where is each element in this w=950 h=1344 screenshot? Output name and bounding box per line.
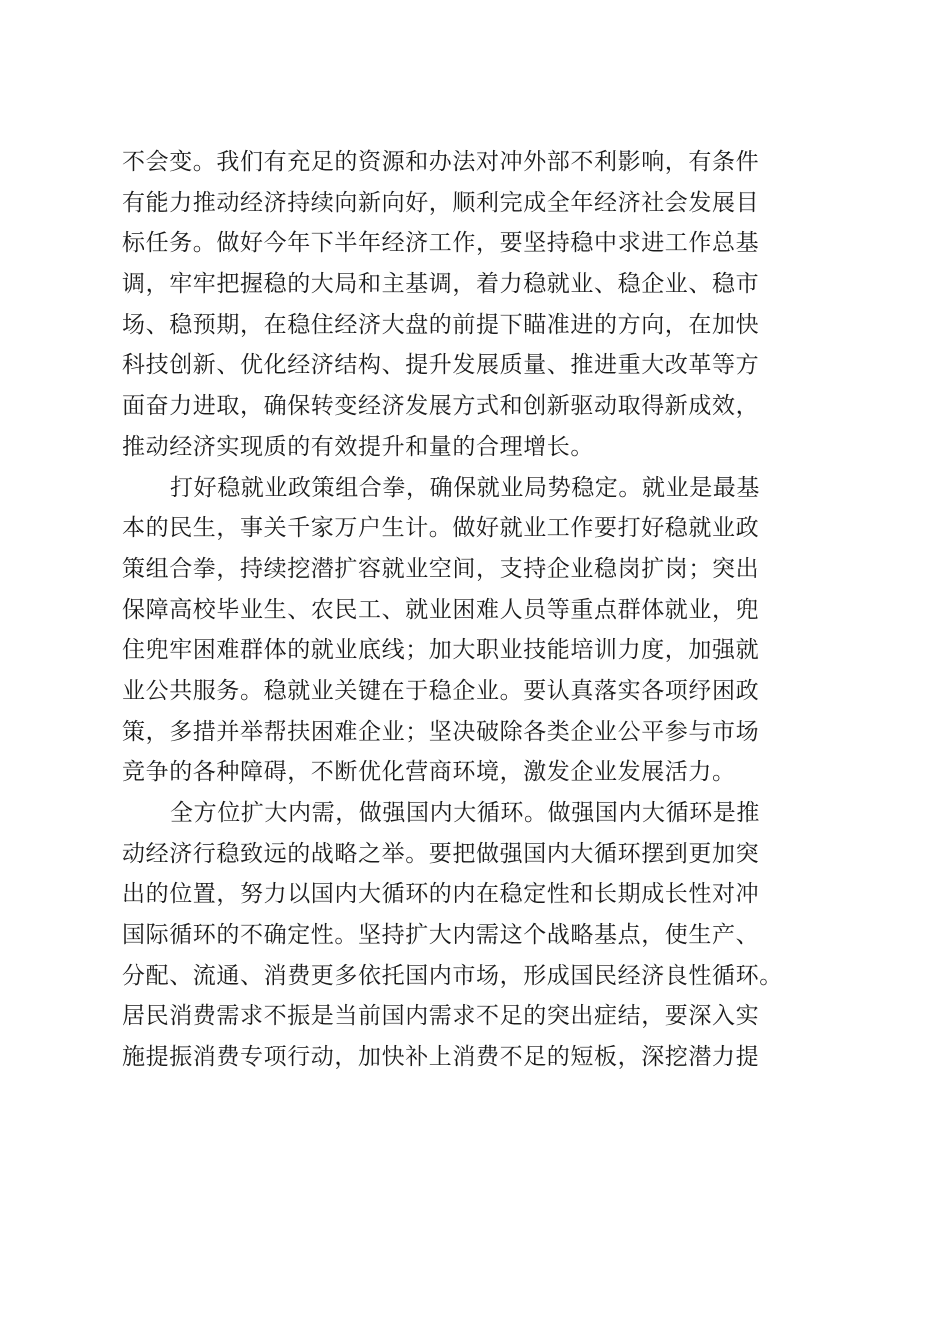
text-line-5: 场、稳预期，在稳住经济大盘的前提下瞄准进的方向，在加快	[122, 311, 760, 338]
text-line-13: 住兜牢困难群体的就业底线；加大职业技能培训力度，加强就	[122, 637, 760, 664]
text-line-22: 居民消费需求不振是当前国内需求不足的突出症结，要深入实	[122, 1003, 760, 1030]
text-line-2: 有能力推动经济持续向新向好，顺利完成全年经济社会发展目	[122, 189, 760, 216]
text-line-11: 策组合拳，持续挖潜扩容就业空间，支持企业稳岗扩岗；突出	[122, 555, 760, 582]
text-line-15: 策，多措并举帮扶困难企业；坚决破除各类企业公平参与市场	[122, 718, 760, 745]
text-line-8: 推动经济实现质的有效提升和量的合理增长。	[122, 433, 594, 460]
text-line-19: 出的位置，努力以国内大循环的内在稳定性和长期成长性对冲	[122, 881, 760, 908]
text-line-21: 分配、流通、消费更多依托国内市场，形成国民经济良性循环。	[122, 962, 783, 989]
text-line-20: 国际循环的不确定性。坚持扩大内需这个战略基点，使生产、	[122, 922, 760, 949]
text-line-4: 调，牢牢把握稳的大局和主基调，着力稳就业、稳企业、稳市	[122, 271, 760, 298]
text-line-9: 打好稳就业政策组合拳，确保就业局势稳定。就业是最基	[170, 474, 760, 501]
text-line-14: 业公共服务。稳就业关键在于稳企业。要认真落实各项纾困政	[122, 677, 760, 704]
text-line-6: 科技创新、优化经济结构、提升发展质量、推进重大改革等方	[122, 352, 760, 379]
text-line-18: 动经济行稳致远的战略之举。要把做强国内大循环摆到更加突	[122, 840, 760, 867]
document-body	[122, 142, 842, 1078]
text-line-3: 标任务。做好今年下半年经济工作，要坚持稳中求进工作总基	[122, 230, 760, 257]
text-line-16: 竞争的各种障碍，不断优化营商环境，激发企业发展活力。	[122, 759, 736, 786]
text-line-10: 本的民生，事关千家万户生计。做好就业工作要打好稳就业政	[122, 515, 760, 542]
text-line-7: 面奋力进取，确保转变经济发展方式和创新驱动取得新成效，	[122, 393, 760, 420]
text-line-17: 全方位扩大内需，做强国内大循环。做强国内大循环是推	[170, 800, 760, 826]
text-line-1: 不会变。我们有充足的资源和办法对冲外部不利影响，有条件	[122, 149, 760, 175]
text-line-23: 施提振消费专项行动，加快补上消费不足的短板，深挖潜力提	[122, 1044, 760, 1071]
text-line-12: 保障高校毕业生、农民工、就业困难人员等重点群体就业，兜	[122, 596, 760, 623]
